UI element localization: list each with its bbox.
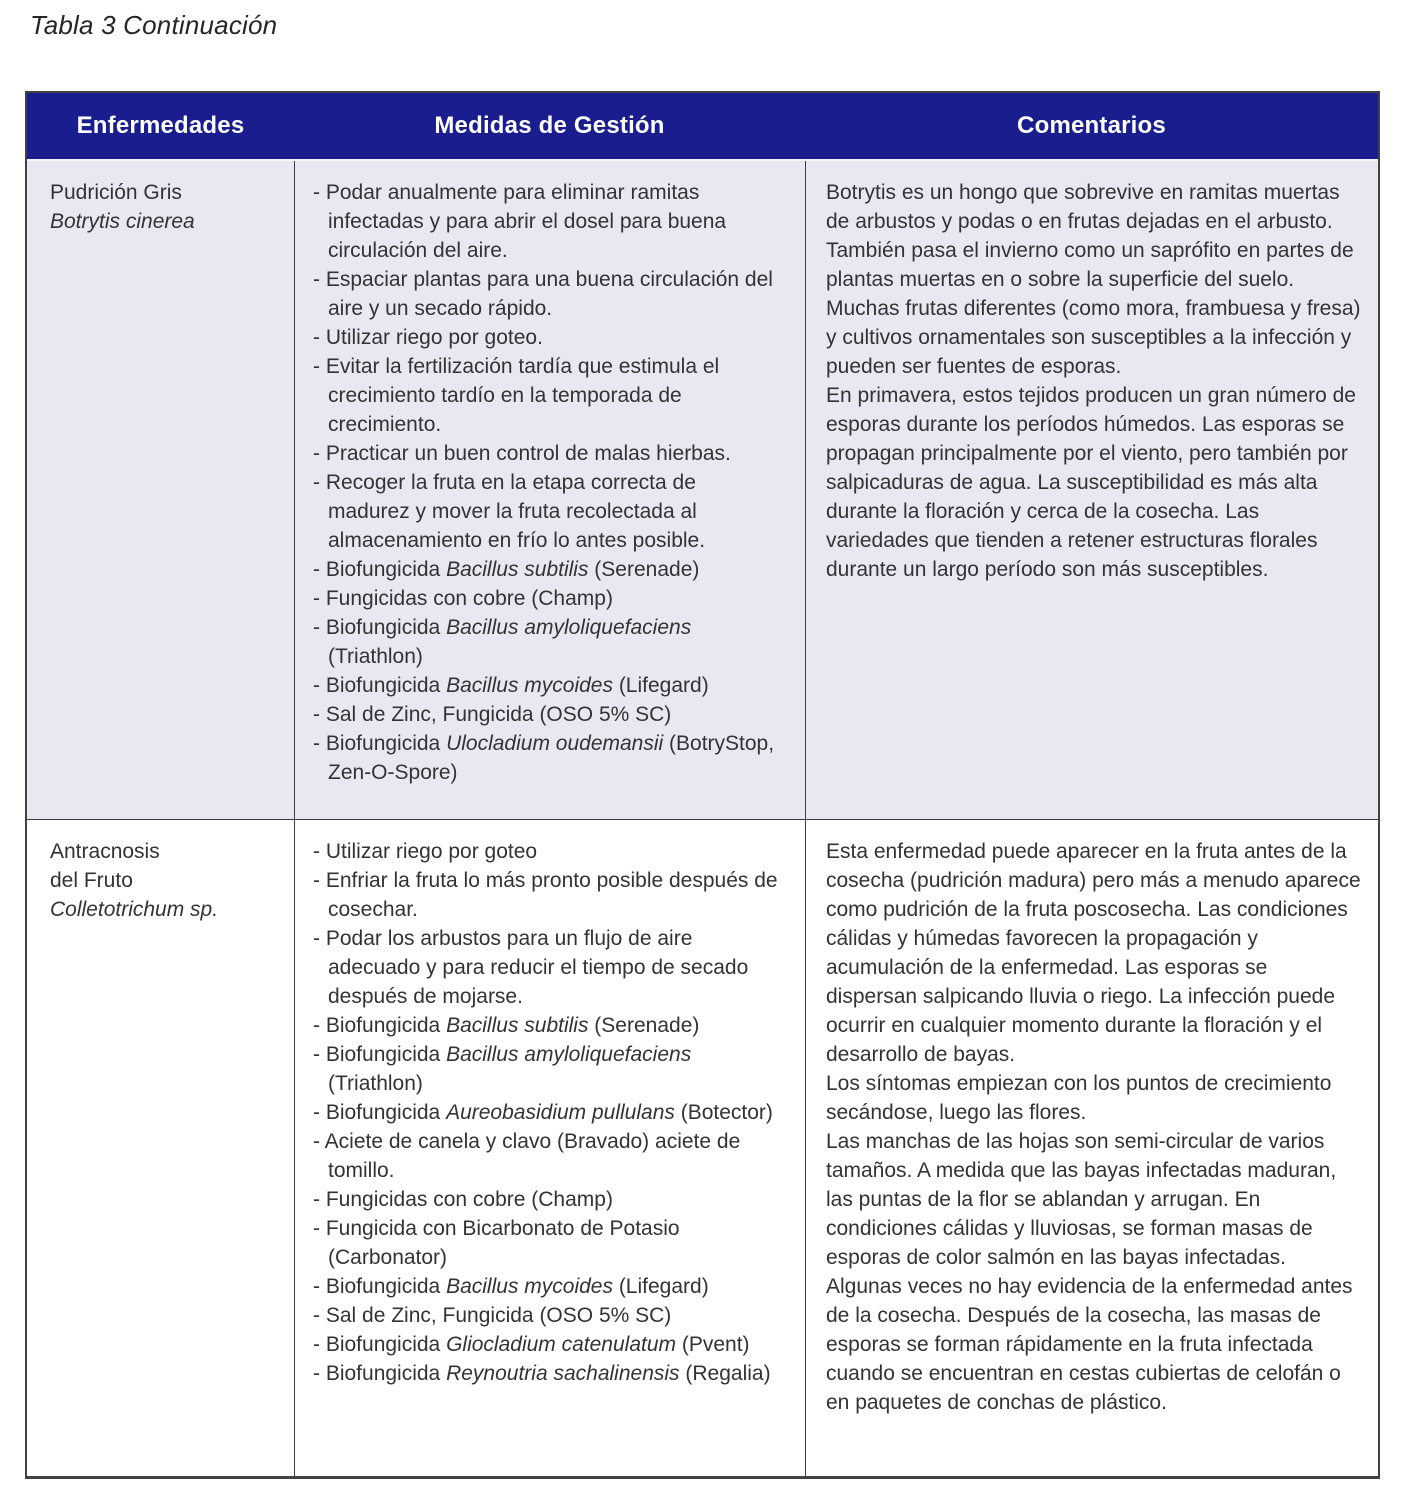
measure-item: - Biofungicida Bacillus mycoides (Lifegard) (313, 671, 783, 700)
measure-item: - Enfriar la fruta lo más pronto posible después de cosechar. (313, 866, 783, 924)
measure-item: - Biofungicida Bacillus subtilis (Serenade) (313, 1011, 783, 1040)
measure-item: - Utilizar riego por goteo (313, 837, 783, 866)
disease-cell (27, 820, 294, 1476)
measure-item: - Fungicidas con cobre (Champ) (313, 584, 783, 613)
document-page (0, 10, 1405, 1479)
comments-cell (805, 161, 1378, 819)
measures-cell (294, 161, 805, 819)
disease-name-line: Antracnosis (50, 840, 160, 863)
measure-item: - Sal de Zinc, Fungicida (OSO 5% SC) (313, 700, 783, 729)
disease-management-table (25, 91, 1380, 1479)
table-row-pudricion-gris (27, 161, 1378, 819)
measure-item: - Fungicidas con cobre (Champ) (313, 1185, 783, 1214)
measure-item: - Biofungicida Ulocladium oudemansii (BotryStop, Zen-O-Spore) (313, 729, 783, 787)
measure-item: - Practicar un buen control de malas hierbas. (313, 439, 783, 468)
measures-cell (294, 820, 805, 1476)
comment-paragraph: Las manchas de las hojas son semi-circular de varios tamaños. A medida que las bayas infectadas maduran, las puntas de la flor se ablandan y arrugan. En condiciones cálidas y lluviosas, se forman masas de esporas de color salmón en las bayas infectadas. Algunas veces no hay evidencia de la enfermedad antes de la cosecha. Después de la cosecha, las masas de esporas se forman rápidamente en la fruta infectada cuando se encuentran en cestas cubiertas de celofán o en paquetes de conchas de plástico. (826, 1130, 1353, 1414)
disease-cell (27, 161, 294, 819)
disease-name-line: del Fruto (50, 869, 133, 892)
disease-name (50, 837, 274, 895)
measure-item: - Biofungicida Reynoutria sachalinensis (Regalia) (313, 1359, 783, 1388)
measure-item: - Biofungicida Bacillus amyloliquefaciens (Triathlon) (313, 1040, 783, 1098)
comments-cell (805, 820, 1378, 1476)
measure-item: - Podar anualmente para eliminar ramitas infectadas y para abrir el dosel para buena circulación del aire. (313, 178, 783, 265)
disease-name-line: Pudrición Gris (50, 181, 182, 204)
header-enfermedades: Enfermedades (76, 112, 245, 139)
table-title: Tabla 3 Continuación (30, 10, 278, 40)
measure-item: - Sal de Zinc, Fungicida (OSO 5% SC) (313, 1301, 783, 1330)
disease-scientific-name: Colletotrichum sp. (50, 898, 219, 921)
measure-item: - Fungicida con Bicarbonato de Potasio (Carbonator) (313, 1214, 783, 1272)
comment-paragraph: En primavera, estos tejidos producen un gran número de esporas durante los períodos húmedos. Las esporas se propagan principalmente por el viento, pero también por salpicaduras de agua. La susceptibilidad es más alta durante la floración y cerca de la cosecha. Las variedades que tienden a retener estructuras florales durante un largo período son más susceptibles. (826, 384, 1356, 581)
table-row-antracnosis-del-fruto (27, 819, 1378, 1476)
header-comentarios: Comentarios (1017, 112, 1166, 139)
measure-item: - Evitar la fertilización tardía que estimula el crecimiento tardío en la temporada de crecimiento. (313, 352, 783, 439)
disease-name (50, 178, 274, 207)
measure-item: - Biofungicida Bacillus mycoides (Lifegard) (313, 1272, 783, 1301)
measure-item: - Podar los arbustos para un flujo de aire adecuado y para reducir el tiempo de secado después de mojarse. (313, 924, 783, 1011)
measure-item: - Aciete de canela y clavo (Bravado) aciete de tomillo. (313, 1127, 783, 1185)
measure-item: - Biofungicida Aureobasidium pullulans (Botector) (313, 1098, 783, 1127)
measure-item: - Biofungicida Bacillus subtilis (Serenade) (313, 555, 783, 584)
measure-item: - Biofungicida Bacillus amyloliquefaciens (Triathlon) (313, 613, 783, 671)
comment-paragraph: Los síntomas empiezan con los puntos de crecimiento secándose, luego las flores. (826, 1072, 1332, 1124)
measure-item: - Utilizar riego por goteo. (313, 323, 783, 352)
table-header-row (27, 93, 1378, 161)
header-medidas-de-gestion: Medidas de Gestión (434, 112, 665, 139)
measure-item: - Biofungicida Gliocladium catenulatum (Pvent) (313, 1330, 783, 1359)
comment-paragraph: Esta enfermedad puede aparecer en la fruta antes de la cosecha (pudrición madura) pero más a menudo aparece como pudrición de la fruta poscosecha. Las condiciones cálidas y húmedas favorecen la propagación y acumulación de la enfermedad. Las esporas se dispersan salpicando lluvia o riego. La infección puede ocurrir en cualquier momento durante la floración y el desarrollo de bayas. (826, 840, 1361, 1066)
comment-paragraph: Botrytis es un hongo que sobrevive en ramitas muertas de arbustos y podas o en frutas dejadas en el arbusto. También pasa el invierno como un saprófito en partes de plantas muertas en o sobre la superficie del suelo. Muchas frutas diferentes (como mora, frambuesa y fresa) y cultivos ornamentales son susceptibles a la infección y pueden ser fuentes de esporas. (826, 181, 1361, 378)
disease-scientific-name: Botrytis cinerea (50, 210, 195, 233)
measure-item: - Espaciar plantas para una buena circulación del aire y un secado rápido. (313, 265, 783, 323)
measure-item: - Recoger la fruta en la etapa correcta de madurez y mover la fruta recolectada al almacenamiento en frío lo antes posible. (313, 468, 783, 555)
